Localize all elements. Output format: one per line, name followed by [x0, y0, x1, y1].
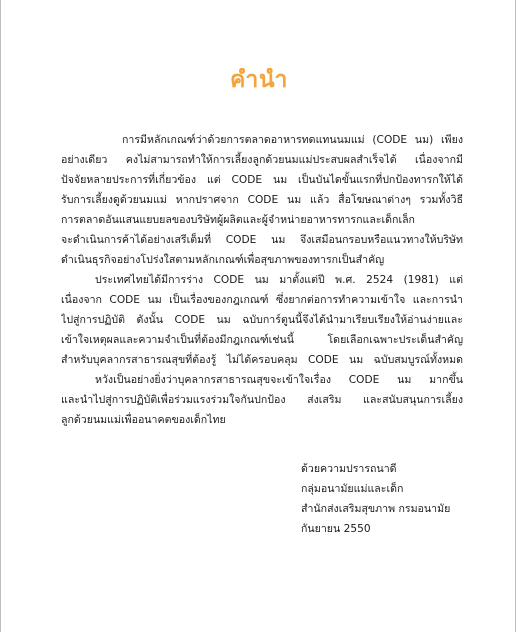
paragraph-1-line-5: การตลาดอันแสนแยบยลของบริษัทผู้ผลิตและผู้จำหน่ายอาหารทารกและเด็กเล็ก: [61, 214, 415, 226]
signature-group: กลุ่มอนามัยแม่และเด็ก: [301, 483, 404, 495]
preface-body: [61, 130, 463, 430]
paragraph-1-line-3: ปัจจัยหลายประการที่เกี่ยวข้อง แต่ CODE นม เป็นบันไดขั้นแรกที่ปกป้องทารกให้ได้: [61, 174, 463, 186]
paragraph-2-line-4: เข้าใจเหตุผลและความจำเป็นที่ต้องมีกฎเกณฑ์เช่นนี้ โดยเลือกเฉพาะประเด็นสำคัญ: [61, 334, 463, 346]
signature-greeting: ด้วยความปรารถนาดี: [301, 463, 397, 475]
paragraph-1-line-1: การมีหลักเกณฑ์ว่าด้วยการตลาดอาหารทดแทนนมแม่ (CODE นม) เพียง: [122, 134, 463, 146]
signature-date: กันยายน 2550: [301, 523, 371, 535]
paragraph-1-line-7: ดำเนินธุรกิจอย่างโปร่งใสตามหลักเกณฑ์เพื่อสุขภาพของทารกเป็นสำคัญ: [61, 254, 385, 266]
paragraph-3-line-2: และนำไปสู่การปฏิบัติเพื่อร่วมแรงร่วมใจกันปกป้อง ส่งเสริม และสนับสนุนการเลี้ยง: [61, 394, 463, 406]
signature-block: [301, 459, 491, 539]
paragraph-2-line-5: สำหรับบุคลากรสาธารณสุขที่ต้องรู้ ไม่ได้ครอบคลุม CODE นม ฉบับสมบูรณ์ทั้งหมด: [61, 354, 463, 366]
paragraph-2-line-3: ไปสู่การปฏิบัติ ดังนั้น CODE นม ฉบับการ์ตูนนี้จึงได้นำมาเรียบเรียงให้อ่านง่ายและ: [61, 314, 463, 326]
paragraph-1-line-4: รับการเลี้ยงดูด้วยนมแม่ หากปราศจาก CODE นม แล้ว สื่อโฆษณาต่างๆ รวมทั้งวิธี: [61, 194, 463, 206]
paragraph-2-line-1: ประเทศไทยได้มีการร่าง CODE นม มาตั้งแต่ปี พ.ศ. 2524 (1981) แต่: [95, 274, 463, 286]
paragraph-2-line-2: เนื่องจาก CODE นม เป็นเรื่องของกฎเกณฑ์ ซึ่งยากต่อการทำความเข้าใจ และการนำ: [61, 294, 463, 306]
paragraph-3-line-1: หวังเป็นอย่างยิ่งว่าบุคลากรสาธารณสุขจะเข้าใจเรื่อง CODE นม มากขึ้น: [95, 374, 463, 386]
signature-office: สำนักส่งเสริมสุขภาพ กรมอนามัย: [301, 503, 451, 515]
paragraph-3-line-3: ลูกด้วยนมแม่เพื่ออนาคตของเด็กไทย: [61, 414, 226, 426]
paragraph-1-line-2: อย่างเดียว คงไม่สามารถทำให้การเลี้ยงลูกด้วยนมแม่ประสบผลสำเร็จได้ เนื่องจากมี: [61, 154, 463, 166]
paragraph-1-line-6: จะดำเนินการค้าได้อย่างเสรีเต็มที่ CODE นม จึงเสมือนกรอบหรือแนวทางให้บริษัท: [61, 234, 463, 246]
page-title: คำนำ: [230, 67, 288, 93]
